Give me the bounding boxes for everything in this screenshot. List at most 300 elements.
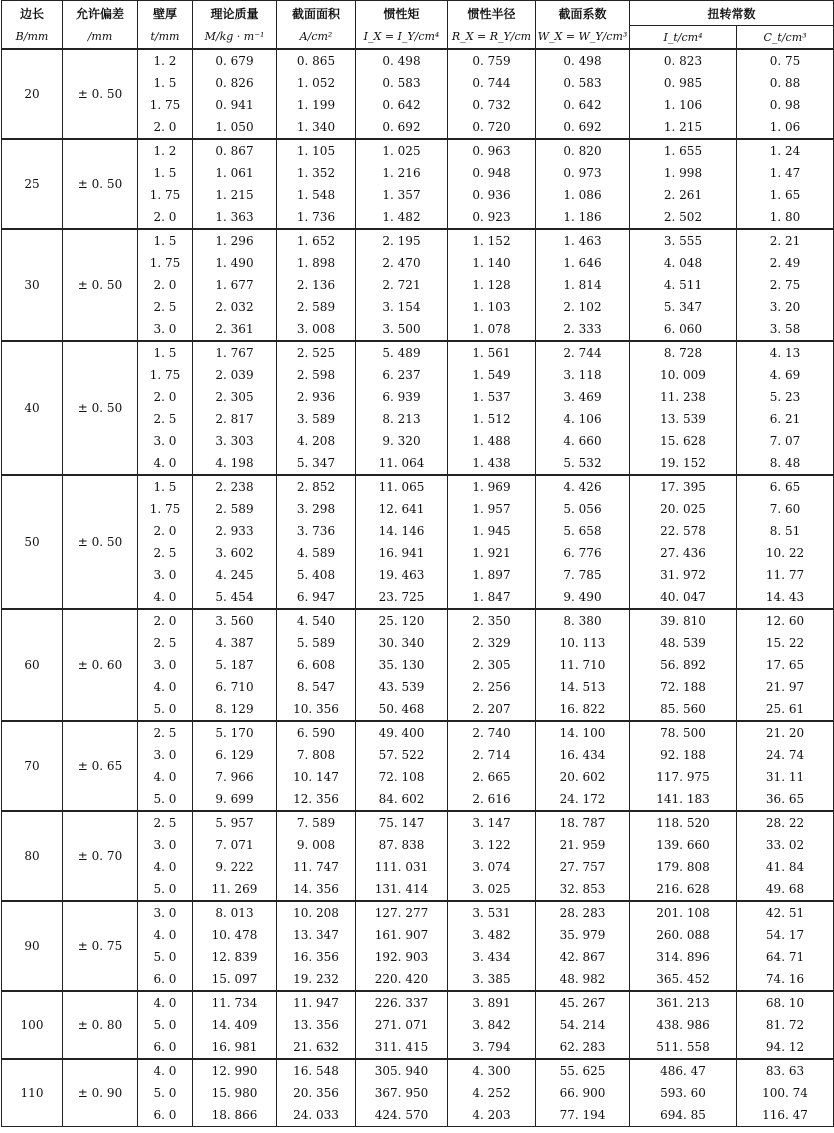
cell-inertia: 50. 468 <box>356 698 448 721</box>
cell-gyration: 4. 203 <box>448 1104 536 1127</box>
cell-modulus: 77. 194 <box>536 1104 630 1127</box>
cell-modulus: 16. 434 <box>536 744 630 766</box>
cell-thickness: 2. 5 <box>138 296 193 318</box>
cell-torsion-it: 139. 660 <box>630 834 737 856</box>
cell-area: 10. 356 <box>277 698 356 721</box>
cell-tolerance: ± 0. 90 <box>63 1059 138 1127</box>
cell-side-length: 30 <box>2 229 63 341</box>
cell-mass: 14. 409 <box>193 1014 277 1036</box>
cell-thickness: 3. 0 <box>138 834 193 856</box>
cell-torsion-ct: 94. 12 <box>737 1036 834 1059</box>
cell-modulus: 4. 660 <box>536 430 630 452</box>
cell-torsion-it: 365. 452 <box>630 968 737 991</box>
cell-inertia: 1. 482 <box>356 206 448 229</box>
cell-area: 21. 632 <box>277 1036 356 1059</box>
cell-thickness: 2. 0 <box>138 116 193 139</box>
cell-torsion-ct: 3. 58 <box>737 318 834 341</box>
cell-inertia: 161. 907 <box>356 924 448 946</box>
cell-gyration: 0. 759 <box>448 49 536 72</box>
cell-mass: 12. 990 <box>193 1059 277 1082</box>
cell-torsion-ct: 74. 16 <box>737 968 834 991</box>
cell-mass: 2. 238 <box>193 475 277 498</box>
cell-area: 1. 352 <box>277 162 356 184</box>
cell-thickness: 1. 75 <box>138 94 193 116</box>
cell-thickness: 2. 0 <box>138 274 193 296</box>
cell-area: 4. 540 <box>277 609 356 632</box>
cell-torsion-ct: 68. 10 <box>737 991 834 1014</box>
cell-area: 3. 008 <box>277 318 356 341</box>
cell-torsion-ct: 7. 07 <box>737 430 834 452</box>
cell-gyration: 2. 329 <box>448 632 536 654</box>
cell-inertia: 23. 725 <box>356 586 448 609</box>
cell-torsion-ct: 83. 63 <box>737 1059 834 1082</box>
cell-modulus: 3. 469 <box>536 386 630 408</box>
cell-inertia: 220. 420 <box>356 968 448 991</box>
cell-mass: 11. 734 <box>193 991 277 1014</box>
cell-torsion-it: 216. 628 <box>630 878 737 901</box>
unit-theoretical-mass: M/kg · m⁻¹ <box>193 26 277 50</box>
cell-inertia: 75. 147 <box>356 811 448 834</box>
cell-inertia: 30. 340 <box>356 632 448 654</box>
cell-modulus: 5. 532 <box>536 452 630 475</box>
cell-torsion-ct: 8. 48 <box>737 452 834 475</box>
cell-torsion-it: 15. 628 <box>630 430 737 452</box>
header-side-length: 边长 <box>2 1 63 26</box>
cell-torsion-it: 486. 47 <box>630 1059 737 1082</box>
cell-torsion-it: 8. 728 <box>630 341 737 364</box>
cell-gyration: 2. 714 <box>448 744 536 766</box>
cell-area: 7. 808 <box>277 744 356 766</box>
cell-area: 14. 356 <box>277 878 356 901</box>
cell-mass: 12. 839 <box>193 946 277 968</box>
cell-thickness: 1. 75 <box>138 184 193 206</box>
cell-inertia: 0. 583 <box>356 72 448 94</box>
cell-mass: 2. 305 <box>193 386 277 408</box>
cell-thickness: 1. 75 <box>138 364 193 386</box>
cell-torsion-ct: 4. 69 <box>737 364 834 386</box>
cell-modulus: 55. 625 <box>536 1059 630 1082</box>
cell-area: 2. 852 <box>277 475 356 498</box>
cell-mass: 1. 490 <box>193 252 277 274</box>
cell-area: 1. 199 <box>277 94 356 116</box>
cell-torsion-ct: 116. 47 <box>737 1104 834 1127</box>
cell-torsion-ct: 1. 06 <box>737 116 834 139</box>
cell-tolerance: ± 0. 60 <box>63 609 138 721</box>
cell-torsion-it: 4. 048 <box>630 252 737 274</box>
cell-area: 20. 356 <box>277 1082 356 1104</box>
cell-tolerance: ± 0. 50 <box>63 49 138 139</box>
cell-mass: 7. 966 <box>193 766 277 788</box>
cell-thickness: 1. 75 <box>138 252 193 274</box>
cell-thickness: 4. 0 <box>138 991 193 1014</box>
cell-mass: 6. 129 <box>193 744 277 766</box>
cell-thickness: 5. 0 <box>138 788 193 811</box>
cell-mass: 18. 866 <box>193 1104 277 1127</box>
cell-torsion-it: 31. 972 <box>630 564 737 586</box>
header-radius-of-gyration: 惯性半径 <box>448 1 536 26</box>
cell-inertia: 57. 522 <box>356 744 448 766</box>
cell-thickness: 2. 5 <box>138 542 193 564</box>
cell-side-length: 20 <box>2 49 63 139</box>
cell-modulus: 3. 118 <box>536 364 630 386</box>
cell-thickness: 1. 5 <box>138 229 193 252</box>
cell-mass: 2. 032 <box>193 296 277 318</box>
cell-area: 12. 356 <box>277 788 356 811</box>
cell-inertia: 0. 498 <box>356 49 448 72</box>
cell-gyration: 2. 665 <box>448 766 536 788</box>
cell-torsion-it: 511. 558 <box>630 1036 737 1059</box>
cell-modulus: 1. 463 <box>536 229 630 252</box>
unit-moment-of-inertia: I_X = I_Y/cm⁴ <box>356 26 448 50</box>
cell-modulus: 45. 267 <box>536 991 630 1014</box>
cell-mass: 1. 677 <box>193 274 277 296</box>
cell-torsion-ct: 0. 98 <box>737 94 834 116</box>
cell-torsion-ct: 2. 49 <box>737 252 834 274</box>
cell-torsion-it: 141. 183 <box>630 788 737 811</box>
cell-inertia: 8. 213 <box>356 408 448 430</box>
cell-mass: 15. 097 <box>193 968 277 991</box>
header-section-area: 截面面积 <box>277 1 356 26</box>
cell-inertia: 192. 903 <box>356 946 448 968</box>
cell-gyration: 2. 740 <box>448 721 536 744</box>
cell-torsion-it: 13. 539 <box>630 408 737 430</box>
table-row <box>2 49 834 72</box>
unit-radius-of-gyration: R_X = R_Y/cm <box>448 26 536 50</box>
cell-modulus: 16. 822 <box>536 698 630 721</box>
cell-modulus: 8. 380 <box>536 609 630 632</box>
cell-inertia: 5. 489 <box>356 341 448 364</box>
cell-mass: 0. 941 <box>193 94 277 116</box>
cell-mass: 1. 215 <box>193 184 277 206</box>
cell-torsion-ct: 21. 97 <box>737 676 834 698</box>
cell-gyration: 3. 074 <box>448 856 536 878</box>
cell-modulus: 1. 186 <box>536 206 630 229</box>
cell-area: 13. 347 <box>277 924 356 946</box>
cell-gyration: 0. 923 <box>448 206 536 229</box>
cell-torsion-ct: 49. 68 <box>737 878 834 901</box>
cell-gyration: 1. 078 <box>448 318 536 341</box>
cell-area: 16. 548 <box>277 1059 356 1082</box>
cell-area: 11. 947 <box>277 991 356 1014</box>
cell-inertia: 25. 120 <box>356 609 448 632</box>
cell-mass: 2. 589 <box>193 498 277 520</box>
cell-mass: 3. 560 <box>193 609 277 632</box>
cell-thickness: 5. 0 <box>138 1014 193 1036</box>
cell-area: 2. 525 <box>277 341 356 364</box>
cell-inertia: 3. 154 <box>356 296 448 318</box>
cell-area: 9. 008 <box>277 834 356 856</box>
unit-section-modulus: W_X = W_Y/cm³ <box>536 26 630 50</box>
cell-inertia: 1. 216 <box>356 162 448 184</box>
cell-mass: 5. 454 <box>193 586 277 609</box>
cell-torsion-ct: 100. 74 <box>737 1082 834 1104</box>
cell-thickness: 4. 0 <box>138 676 193 698</box>
unit-tolerance: /mm <box>63 26 138 50</box>
cell-gyration: 1. 152 <box>448 229 536 252</box>
cell-thickness: 3. 0 <box>138 430 193 452</box>
cell-inertia: 9. 320 <box>356 430 448 452</box>
cell-side-length: 40 <box>2 341 63 475</box>
cell-area: 2. 589 <box>277 296 356 318</box>
cell-gyration: 1. 537 <box>448 386 536 408</box>
cell-modulus: 0. 973 <box>536 162 630 184</box>
cell-area: 5. 347 <box>277 452 356 475</box>
unit-torsion-it: I_t/cm⁴ <box>630 26 737 50</box>
cell-gyration: 3. 385 <box>448 968 536 991</box>
cell-gyration: 1. 969 <box>448 475 536 498</box>
cell-thickness: 4. 0 <box>138 452 193 475</box>
cell-modulus: 7. 785 <box>536 564 630 586</box>
cell-gyration: 1. 549 <box>448 364 536 386</box>
cell-torsion-ct: 6. 21 <box>737 408 834 430</box>
cell-modulus: 66. 900 <box>536 1082 630 1104</box>
cell-inertia: 305. 940 <box>356 1059 448 1082</box>
cell-tolerance: ± 0. 65 <box>63 721 138 811</box>
header-moment-of-inertia: 惯性矩 <box>356 1 448 26</box>
cell-torsion-it: 260. 088 <box>630 924 737 946</box>
cell-modulus: 1. 646 <box>536 252 630 274</box>
cell-thickness: 4. 0 <box>138 856 193 878</box>
cell-mass: 4. 245 <box>193 564 277 586</box>
cell-gyration: 0. 936 <box>448 184 536 206</box>
cell-gyration: 3. 482 <box>448 924 536 946</box>
cell-mass: 0. 867 <box>193 139 277 162</box>
cell-torsion-ct: 64. 71 <box>737 946 834 968</box>
cell-thickness: 2. 5 <box>138 408 193 430</box>
table-row <box>2 991 834 1014</box>
header-wall-thickness: 壁厚 <box>138 1 193 26</box>
cell-torsion-it: 19. 152 <box>630 452 737 475</box>
cell-thickness: 6. 0 <box>138 1036 193 1059</box>
cell-gyration: 1. 488 <box>448 430 536 452</box>
cell-torsion-it: 78. 500 <box>630 721 737 744</box>
cell-thickness: 6. 0 <box>138 1104 193 1127</box>
cell-tolerance: ± 0. 50 <box>63 341 138 475</box>
table-body <box>2 49 834 1127</box>
cell-side-length: 50 <box>2 475 63 609</box>
header-torsion-constant: 扭转常数 <box>630 1 834 26</box>
cell-inertia: 11. 065 <box>356 475 448 498</box>
cell-modulus: 24. 172 <box>536 788 630 811</box>
cell-gyration: 1. 512 <box>448 408 536 430</box>
cell-inertia: 2. 721 <box>356 274 448 296</box>
cell-area: 8. 547 <box>277 676 356 698</box>
cell-mass: 1. 296 <box>193 229 277 252</box>
cell-inertia: 0. 692 <box>356 116 448 139</box>
cell-mass: 1. 363 <box>193 206 277 229</box>
cell-modulus: 0. 642 <box>536 94 630 116</box>
cell-torsion-it: 4. 511 <box>630 274 737 296</box>
header-row-titles <box>2 1 834 26</box>
table-row <box>2 139 834 162</box>
cell-torsion-ct: 28. 22 <box>737 811 834 834</box>
cell-thickness: 5. 0 <box>138 698 193 721</box>
cell-thickness: 1. 5 <box>138 341 193 364</box>
cell-torsion-it: 39. 810 <box>630 609 737 632</box>
steel-section-table <box>1 0 834 1127</box>
cell-tolerance: ± 0. 50 <box>63 475 138 609</box>
cell-side-length: 90 <box>2 901 63 991</box>
cell-modulus: 2. 102 <box>536 296 630 318</box>
cell-mass: 3. 303 <box>193 430 277 452</box>
cell-area: 6. 947 <box>277 586 356 609</box>
cell-modulus: 6. 776 <box>536 542 630 564</box>
cell-inertia: 14. 146 <box>356 520 448 542</box>
cell-gyration: 3. 122 <box>448 834 536 856</box>
cell-thickness: 1. 5 <box>138 162 193 184</box>
cell-torsion-ct: 6. 65 <box>737 475 834 498</box>
cell-side-length: 70 <box>2 721 63 811</box>
cell-gyration: 1. 921 <box>448 542 536 564</box>
unit-torsion-ct: C_t/cm³ <box>737 26 834 50</box>
cell-mass: 11. 269 <box>193 878 277 901</box>
cell-area: 16. 356 <box>277 946 356 968</box>
cell-mass: 3. 602 <box>193 542 277 564</box>
cell-torsion-it: 361. 213 <box>630 991 737 1014</box>
cell-area: 1. 052 <box>277 72 356 94</box>
cell-tolerance: ± 0. 75 <box>63 901 138 991</box>
cell-mass: 5. 957 <box>193 811 277 834</box>
cell-torsion-ct: 2. 21 <box>737 229 834 252</box>
cell-thickness: 2. 5 <box>138 721 193 744</box>
cell-inertia: 0. 642 <box>356 94 448 116</box>
cell-side-length: 25 <box>2 139 63 229</box>
cell-inertia: 3. 500 <box>356 318 448 341</box>
cell-inertia: 12. 641 <box>356 498 448 520</box>
cell-thickness: 4. 0 <box>138 1059 193 1082</box>
cell-torsion-ct: 0. 75 <box>737 49 834 72</box>
table-row <box>2 901 834 924</box>
cell-modulus: 5. 056 <box>536 498 630 520</box>
cell-torsion-it: 5. 347 <box>630 296 737 318</box>
cell-torsion-ct: 3. 20 <box>737 296 834 318</box>
cell-gyration: 1. 128 <box>448 274 536 296</box>
cell-modulus: 32. 853 <box>536 878 630 901</box>
cell-modulus: 5. 658 <box>536 520 630 542</box>
cell-modulus: 4. 426 <box>536 475 630 498</box>
cell-thickness: 4. 0 <box>138 924 193 946</box>
header-tolerance: 允许偏差 <box>63 1 138 26</box>
cell-torsion-ct: 0. 88 <box>737 72 834 94</box>
cell-gyration: 3. 147 <box>448 811 536 834</box>
cell-gyration: 3. 531 <box>448 901 536 924</box>
cell-torsion-ct: 33. 02 <box>737 834 834 856</box>
cell-modulus: 62. 283 <box>536 1036 630 1059</box>
cell-torsion-ct: 24. 74 <box>737 744 834 766</box>
cell-thickness: 3. 0 <box>138 564 193 586</box>
cell-side-length: 60 <box>2 609 63 721</box>
cell-modulus: 0. 583 <box>536 72 630 94</box>
cell-gyration: 3. 891 <box>448 991 536 1014</box>
cell-torsion-ct: 1. 47 <box>737 162 834 184</box>
cell-torsion-ct: 12. 60 <box>737 609 834 632</box>
cell-gyration: 0. 720 <box>448 116 536 139</box>
cell-torsion-ct: 31. 11 <box>737 766 834 788</box>
header-section-modulus: 截面系数 <box>536 1 630 26</box>
cell-torsion-ct: 36. 65 <box>737 788 834 811</box>
cell-thickness: 3. 0 <box>138 318 193 341</box>
cell-thickness: 1. 5 <box>138 72 193 94</box>
unit-section-area: A/cm² <box>277 26 356 50</box>
cell-torsion-ct: 1. 65 <box>737 184 834 206</box>
cell-inertia: 6. 939 <box>356 386 448 408</box>
cell-mass: 4. 387 <box>193 632 277 654</box>
cell-modulus: 1. 814 <box>536 274 630 296</box>
cell-torsion-it: 3. 555 <box>630 229 737 252</box>
cell-modulus: 0. 820 <box>536 139 630 162</box>
unit-wall-thickness: t/mm <box>138 26 193 50</box>
cell-torsion-it: 85. 560 <box>630 698 737 721</box>
cell-modulus: 2. 333 <box>536 318 630 341</box>
cell-mass: 15. 980 <box>193 1082 277 1104</box>
header-row-units <box>2 26 834 50</box>
cell-torsion-ct: 7. 60 <box>737 498 834 520</box>
cell-thickness: 2. 0 <box>138 609 193 632</box>
header-theoretical-mass: 理论质量 <box>193 1 277 26</box>
cell-modulus: 18. 787 <box>536 811 630 834</box>
cell-modulus: 42. 867 <box>536 946 630 968</box>
cell-torsion-ct: 14. 43 <box>737 586 834 609</box>
cell-thickness: 2. 0 <box>138 386 193 408</box>
cell-mass: 1. 061 <box>193 162 277 184</box>
cell-torsion-it: 1. 106 <box>630 94 737 116</box>
cell-modulus: 28. 283 <box>536 901 630 924</box>
table-row <box>2 475 834 498</box>
cell-area: 10. 208 <box>277 901 356 924</box>
cell-modulus: 0. 692 <box>536 116 630 139</box>
cell-mass: 2. 039 <box>193 364 277 386</box>
cell-area: 6. 590 <box>277 721 356 744</box>
cell-torsion-ct: 5. 23 <box>737 386 834 408</box>
cell-gyration: 1. 438 <box>448 452 536 475</box>
cell-thickness: 5. 0 <box>138 878 193 901</box>
cell-inertia: 49. 400 <box>356 721 448 744</box>
cell-thickness: 3. 0 <box>138 654 193 676</box>
cell-inertia: 226. 337 <box>356 991 448 1014</box>
cell-mass: 2. 817 <box>193 408 277 430</box>
cell-torsion-it: 0. 823 <box>630 49 737 72</box>
cell-area: 1. 548 <box>277 184 356 206</box>
cell-torsion-it: 314. 896 <box>630 946 737 968</box>
cell-thickness: 1. 5 <box>138 475 193 498</box>
cell-inertia: 127. 277 <box>356 901 448 924</box>
cell-gyration: 0. 948 <box>448 162 536 184</box>
cell-torsion-ct: 42. 51 <box>737 901 834 924</box>
cell-area: 2. 598 <box>277 364 356 386</box>
cell-torsion-ct: 17. 65 <box>737 654 834 676</box>
cell-mass: 0. 826 <box>193 72 277 94</box>
cell-modulus: 0. 498 <box>536 49 630 72</box>
cell-torsion-it: 22. 578 <box>630 520 737 542</box>
cell-inertia: 19. 463 <box>356 564 448 586</box>
cell-inertia: 6. 237 <box>356 364 448 386</box>
cell-modulus: 1. 086 <box>536 184 630 206</box>
cell-area: 5. 408 <box>277 564 356 586</box>
cell-modulus: 14. 513 <box>536 676 630 698</box>
cell-torsion-it: 10. 009 <box>630 364 737 386</box>
cell-area: 10. 147 <box>277 766 356 788</box>
cell-thickness: 3. 0 <box>138 744 193 766</box>
cell-area: 3. 589 <box>277 408 356 430</box>
cell-gyration: 1. 140 <box>448 252 536 274</box>
cell-mass: 7. 071 <box>193 834 277 856</box>
cell-inertia: 11. 064 <box>356 452 448 475</box>
cell-thickness: 6. 0 <box>138 968 193 991</box>
cell-gyration: 3. 434 <box>448 946 536 968</box>
cell-mass: 9. 222 <box>193 856 277 878</box>
cell-torsion-it: 48. 539 <box>630 632 737 654</box>
cell-thickness: 2. 5 <box>138 811 193 834</box>
